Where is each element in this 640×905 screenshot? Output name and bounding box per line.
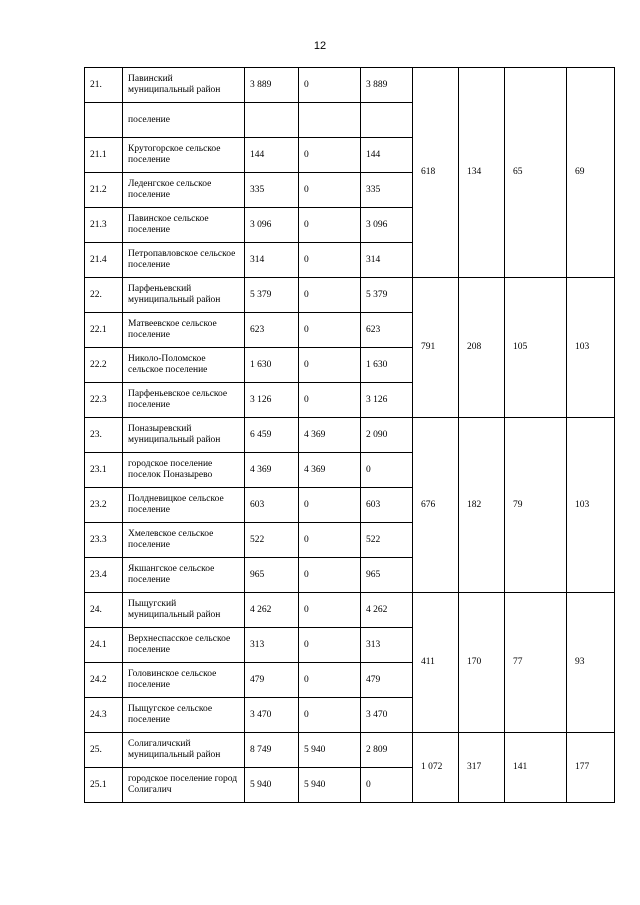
table-row (85, 593, 615, 628)
value-cell-urban: 0 (299, 558, 361, 593)
value-cell-total (245, 103, 299, 138)
value-cell-urban: 0 (299, 348, 361, 383)
value-cell-total: 4 369 (245, 453, 299, 488)
value-cell-urban: 0 (299, 173, 361, 208)
value-cell-urban: 0 (299, 68, 361, 103)
value-cell-urban: 0 (299, 278, 361, 313)
row-number-cell: 24.1 (85, 628, 123, 663)
row-name-cell: Хмелевское сельское поселение (123, 523, 245, 558)
row-number-cell: 22.1 (85, 313, 123, 348)
value-cell-urban: 0 (299, 663, 361, 698)
value-cell-total: 3 096 (245, 208, 299, 243)
value-cell-urban: 5 940 (299, 733, 361, 768)
value-cell-total: 3 126 (245, 383, 299, 418)
value-cell-rural: 603 (361, 488, 413, 523)
value-cell-urban: 4 369 (299, 453, 361, 488)
row-name-cell: Поназыревский муниципальный район (123, 418, 245, 453)
table-row (85, 278, 615, 313)
row-name-cell: Пыщугское сельское поселение (123, 698, 245, 733)
value-cell-urban: 0 (299, 488, 361, 523)
row-name-cell: Матвеевское сельское поселение (123, 313, 245, 348)
value-cell-rural (361, 103, 413, 138)
row-name-cell: Николо-Поломское сельское поселение (123, 348, 245, 383)
value-cell-rural: 1 630 (361, 348, 413, 383)
value-cell-total: 965 (245, 558, 299, 593)
group-col8-cell: 93 (567, 593, 615, 733)
table-row (85, 68, 615, 103)
value-cell-total: 313 (245, 628, 299, 663)
row-name-cell: Верхнеспасское сельское поселение (123, 628, 245, 663)
value-cell-urban (299, 103, 361, 138)
row-name-cell: Петропавловское сельское поселение (123, 243, 245, 278)
row-name-cell: Пыщугский муниципальный район (123, 593, 245, 628)
value-cell-total: 1 630 (245, 348, 299, 383)
group-col5-cell: 411 (413, 593, 459, 733)
value-cell-urban: 0 (299, 523, 361, 558)
value-cell-rural: 144 (361, 138, 413, 173)
data-table (84, 67, 615, 803)
group-col6-cell: 208 (459, 278, 505, 418)
value-cell-rural: 3 096 (361, 208, 413, 243)
value-cell-rural: 2 809 (361, 733, 413, 768)
group-col7-cell: 79 (505, 418, 567, 593)
row-number-cell: 25. (85, 733, 123, 768)
row-name-cell: Головинское сельское поселение (123, 663, 245, 698)
row-name-cell: Павинское сельское поселение (123, 208, 245, 243)
table-row (85, 733, 615, 768)
value-cell-rural: 313 (361, 628, 413, 663)
group-col5-cell: 791 (413, 278, 459, 418)
value-cell-total: 5 379 (245, 278, 299, 313)
value-cell-rural: 2 090 (361, 418, 413, 453)
row-number-cell: 22.2 (85, 348, 123, 383)
row-name-cell: Полдневицкое сельское поселение (123, 488, 245, 523)
group-col7-cell: 105 (505, 278, 567, 418)
value-cell-urban: 0 (299, 593, 361, 628)
row-name-cell: поселение (123, 103, 245, 138)
row-number-cell: 25.1 (85, 768, 123, 803)
group-col6-cell: 317 (459, 733, 505, 803)
value-cell-rural: 965 (361, 558, 413, 593)
row-name-cell: Солигаличский муниципальный район (123, 733, 245, 768)
value-cell-rural: 479 (361, 663, 413, 698)
group-col5-cell: 1 072 (413, 733, 459, 803)
value-cell-urban: 0 (299, 313, 361, 348)
group-col5-cell: 618 (413, 68, 459, 278)
row-number-cell: 21.4 (85, 243, 123, 278)
row-name-cell: Якшангское сельское поселение (123, 558, 245, 593)
group-col7-cell: 65 (505, 68, 567, 278)
row-number-cell: 23.4 (85, 558, 123, 593)
row-name-cell: Павинский муниципальный район (123, 68, 245, 103)
row-number-cell: 21.2 (85, 173, 123, 208)
table-row (85, 418, 615, 453)
row-number-cell: 24.3 (85, 698, 123, 733)
row-number-cell: 22. (85, 278, 123, 313)
row-name-cell: Парфеньевское сельское поселение (123, 383, 245, 418)
row-number-cell: 21.3 (85, 208, 123, 243)
value-cell-urban: 5 940 (299, 768, 361, 803)
value-cell-urban: 0 (299, 628, 361, 663)
value-cell-total: 4 262 (245, 593, 299, 628)
value-cell-rural: 0 (361, 453, 413, 488)
value-cell-total: 623 (245, 313, 299, 348)
value-cell-rural: 623 (361, 313, 413, 348)
row-number-cell: 21. (85, 68, 123, 103)
value-cell-rural: 3 889 (361, 68, 413, 103)
group-col6-cell: 182 (459, 418, 505, 593)
row-number-cell (85, 103, 123, 138)
group-col8-cell: 103 (567, 418, 615, 593)
value-cell-total: 3 470 (245, 698, 299, 733)
value-cell-rural: 0 (361, 768, 413, 803)
row-name-cell: городское поселение город Солигалич (123, 768, 245, 803)
value-cell-total: 5 940 (245, 768, 299, 803)
row-number-cell: 23.3 (85, 523, 123, 558)
group-col8-cell: 69 (567, 68, 615, 278)
row-name-cell: Парфеньевский муниципальный район (123, 278, 245, 313)
group-col6-cell: 134 (459, 68, 505, 278)
value-cell-total: 314 (245, 243, 299, 278)
value-cell-urban: 0 (299, 383, 361, 418)
group-col7-cell: 141 (505, 733, 567, 803)
value-cell-urban: 0 (299, 138, 361, 173)
value-cell-rural: 5 379 (361, 278, 413, 313)
value-cell-total: 6 459 (245, 418, 299, 453)
group-col6-cell: 170 (459, 593, 505, 733)
value-cell-rural: 3 470 (361, 698, 413, 733)
value-cell-total: 3 889 (245, 68, 299, 103)
value-cell-urban: 0 (299, 698, 361, 733)
value-cell-total: 522 (245, 523, 299, 558)
row-name-cell: городское поселение поселок Поназырево (123, 453, 245, 488)
row-number-cell: 22.3 (85, 383, 123, 418)
value-cell-rural: 3 126 (361, 383, 413, 418)
value-cell-urban: 0 (299, 208, 361, 243)
value-cell-rural: 522 (361, 523, 413, 558)
page-number: 12 (313, 40, 327, 52)
group-col8-cell: 103 (567, 278, 615, 418)
row-number-cell: 24. (85, 593, 123, 628)
row-number-cell: 21.1 (85, 138, 123, 173)
value-cell-rural: 335 (361, 173, 413, 208)
group-col8-cell: 177 (567, 733, 615, 803)
value-cell-total: 479 (245, 663, 299, 698)
value-cell-total: 603 (245, 488, 299, 523)
group-col7-cell: 77 (505, 593, 567, 733)
value-cell-rural: 4 262 (361, 593, 413, 628)
value-cell-total: 8 749 (245, 733, 299, 768)
value-cell-urban: 4 369 (299, 418, 361, 453)
value-cell-total: 335 (245, 173, 299, 208)
row-name-cell: Леденгское сельское поселение (123, 173, 245, 208)
row-number-cell: 23.2 (85, 488, 123, 523)
value-cell-total: 144 (245, 138, 299, 173)
row-number-cell: 24.2 (85, 663, 123, 698)
row-number-cell: 23. (85, 418, 123, 453)
row-number-cell: 23.1 (85, 453, 123, 488)
value-cell-rural: 314 (361, 243, 413, 278)
row-name-cell: Крутогорское сельское поселение (123, 138, 245, 173)
group-col5-cell: 676 (413, 418, 459, 593)
value-cell-urban: 0 (299, 243, 361, 278)
